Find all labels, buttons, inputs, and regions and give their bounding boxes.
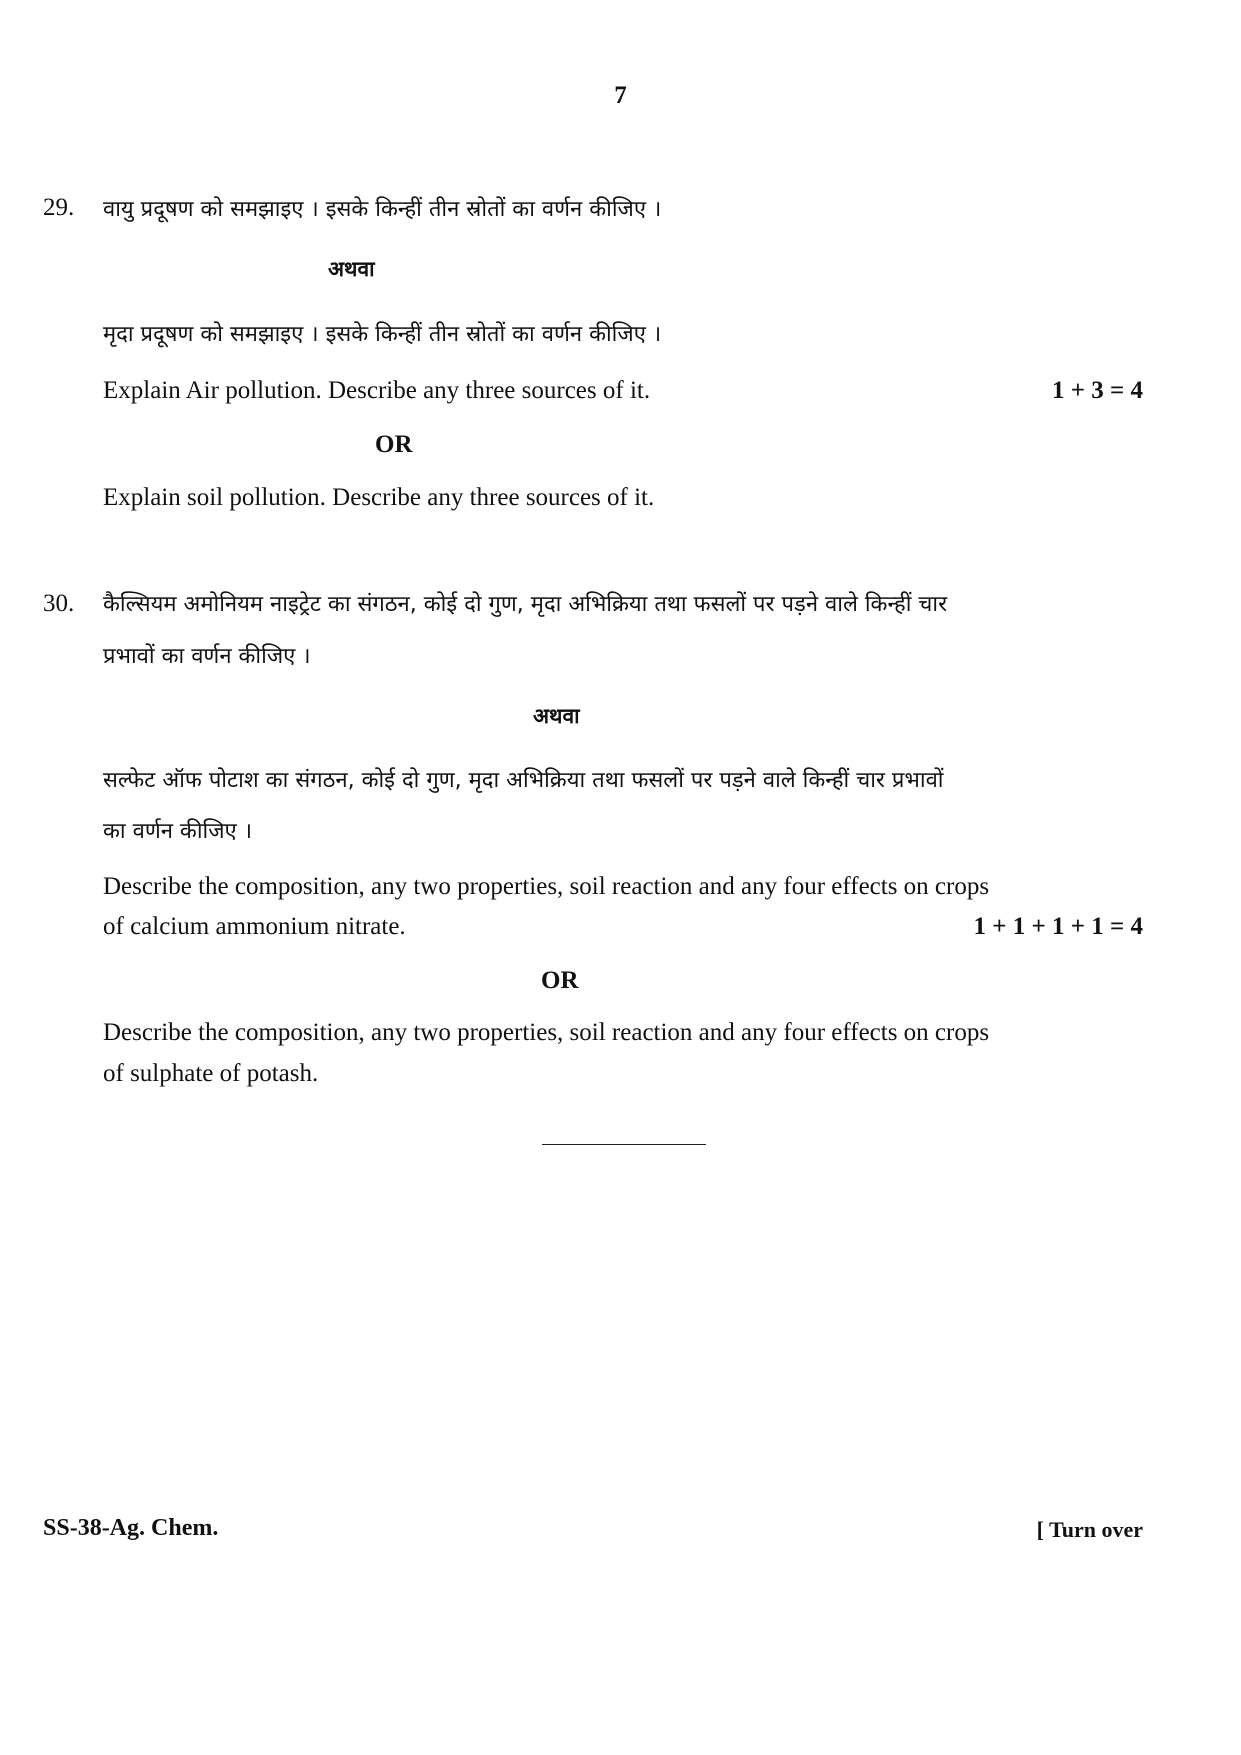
alternative-question-hindi: मृदा प्रदूषण को समझाइए । इसके किन्हीं तीन स्रोतों का वर्णन कीजिए । xyxy=(103,322,662,347)
turn-over-note: [ Turn over xyxy=(1036,1517,1143,1542)
question-text-english-line-2: of calcium ammonium nitrate. xyxy=(103,913,406,940)
alternative-question-english-line-2: of sulphate of potash. xyxy=(103,1060,319,1087)
question-number: 30. xyxy=(43,590,75,617)
end-of-section-rule xyxy=(542,1144,706,1145)
or-separator-english: OR xyxy=(375,431,413,458)
alternative-question-english-line-1: Describe the composition, any two properties, soil reaction and any four effects on crops xyxy=(103,1019,990,1046)
or-separator-english: OR xyxy=(541,967,579,994)
question-text-hindi-line-1: कैल्सियम अमोनियम नाइट्रेट का संगठन, कोई दो गुण, मृदा अभिक्रिया तथा फसलों पर पड़ने वाले किन्हीं चार xyxy=(103,592,948,617)
question-text-hindi-line-2: प्रभावों का वर्णन कीजिए । xyxy=(103,644,311,669)
question-number: 29. xyxy=(43,194,75,221)
question-text-english: Explain Air pollution. Describe any three sources of it. xyxy=(103,377,651,404)
or-separator-hindi: अथवा xyxy=(328,257,375,281)
marks-allocation: 1 + 1 + 1 + 1 = 4 xyxy=(973,913,1143,940)
question-text-english-line-1: Describe the composition, any two properties, soil reaction and any four effects on crops xyxy=(103,873,990,900)
page-number: 7 xyxy=(614,82,627,109)
paper-code: SS-38-Ag. Chem. xyxy=(43,1515,219,1541)
alternative-question-hindi-line-2: का वर्णन कीजिए । xyxy=(103,819,253,844)
question-text-hindi: वायु प्रदूषण को समझाइए । इसके किन्हीं तीन स्रोतों का वर्णन कीजिए । xyxy=(103,197,662,222)
or-separator-hindi: अथवा xyxy=(533,704,580,728)
alternative-question-hindi-line-1: सल्फेट ऑफ पोटाश का संगठन, कोई दो गुण, मृदा अभिक्रिया तथा फसलों पर पड़ने वाले किन्हीं चार प्रभावों xyxy=(103,768,944,793)
marks-allocation: 1 + 3 = 4 xyxy=(1052,377,1143,404)
alternative-question-english: Explain soil pollution. Describe any three sources of it. xyxy=(103,484,655,511)
